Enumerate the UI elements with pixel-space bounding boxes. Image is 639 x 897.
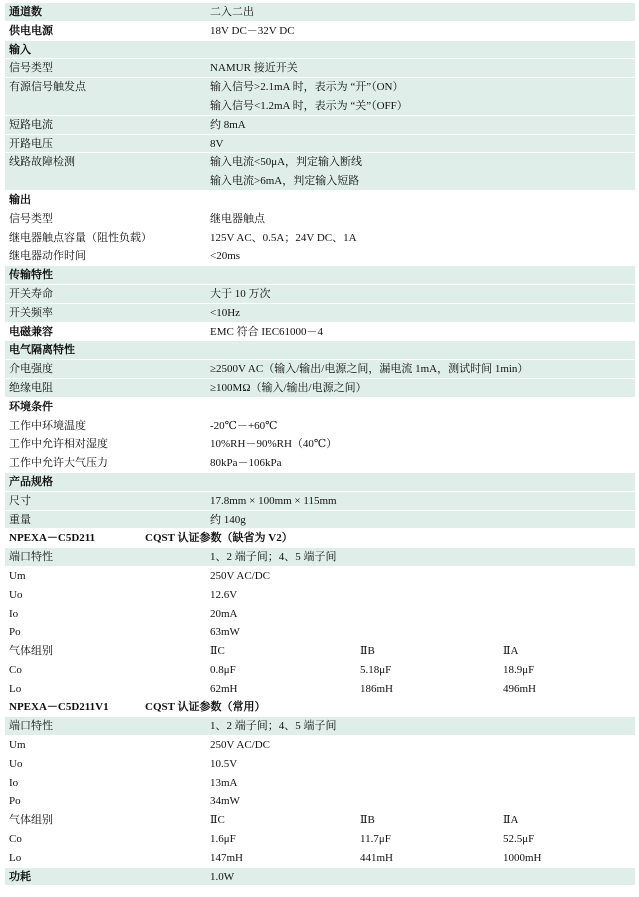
cert1-header	[5, 529, 635, 548]
row-emc	[5, 323, 635, 342]
cert2-header	[5, 698, 635, 717]
row-insulation	[5, 379, 635, 398]
cert2-co-iic: 1.6μF	[210, 833, 236, 846]
cert2-uo-value: 10.5V	[210, 757, 238, 770]
trigger-on: 输入信号>2.1mA 时，表示为 “开”（ON）	[210, 81, 404, 94]
cert2-lo-iia: 1000mH	[503, 851, 542, 864]
label-power-consumption: 功耗	[9, 870, 31, 883]
section-environment	[5, 398, 635, 417]
row-power-consumption	[5, 868, 635, 887]
cert1-gas-iia: ⅡA	[503, 645, 519, 658]
cert1-co-iib: 5.18μF	[360, 663, 392, 676]
row-trigger	[5, 78, 635, 116]
label-humidity: 工作中允许相对湿度	[9, 438, 108, 451]
cert2-uo-label: Uo	[9, 757, 23, 770]
row-weight	[5, 511, 635, 530]
cert2-io-value: 13mA	[210, 776, 238, 789]
label-relay-capacity: 继电器触点容量（阻性负载）	[9, 231, 152, 244]
section-spec	[5, 473, 635, 492]
row-switch-life	[5, 285, 635, 304]
cert2-port	[5, 717, 635, 736]
value-power-consumption: 1.0W	[210, 870, 235, 883]
cert2-co	[5, 830, 635, 849]
row-output-signal-type	[5, 210, 635, 229]
row-switch-freq	[5, 304, 635, 323]
value-insulation: ≥100MΩ（输入/输出/电源之间）	[210, 381, 367, 394]
cert2-um-value: 250V AC/DC	[210, 739, 271, 752]
row-short-current	[5, 116, 635, 135]
value-channels: 二入二出	[210, 6, 254, 18]
cert2-po-value: 34mW	[210, 795, 240, 808]
section-spec-title: 产品规格	[9, 475, 53, 488]
cert1-port-label: 端口特性	[9, 551, 53, 564]
cert2-title: CQST 认证参数（常用）	[145, 701, 266, 714]
label-input-signal-type: 信号类型	[9, 62, 53, 75]
row-pressure	[5, 454, 635, 473]
cert1-lo-iib: 186mH	[360, 682, 393, 695]
section-output-title: 输出	[9, 193, 31, 206]
value-dielectric: ≥2500V AC（输入/输出/电源之间，漏电流 1mA，测试时间 1min）	[210, 363, 529, 376]
cert2-lo-iib: 441mH	[360, 851, 393, 864]
label-temp: 工作中环境温度	[9, 419, 86, 432]
cert2-port-value: 1、2 端子间；4、5 端子间	[210, 720, 337, 733]
cert1-lo	[5, 680, 635, 699]
cert2-um	[5, 736, 635, 755]
value-humidity: 10%RH－90%RH（40℃）	[210, 438, 338, 451]
label-power-supply: 供电电源	[9, 24, 53, 37]
row-fault-detect	[5, 153, 635, 191]
value-output-signal-type: 继电器触点	[210, 212, 265, 225]
value-switch-life: 大于 10 万次	[210, 287, 271, 300]
section-input	[5, 41, 635, 60]
cert1-io-value: 20mA	[210, 607, 238, 620]
cert2-io-label: Io	[9, 776, 19, 789]
row-temp	[5, 417, 635, 436]
row-input-signal-type	[5, 59, 635, 78]
cert1-gas-iib: ⅡB	[360, 645, 375, 658]
value-emc: EMC 符合 IEC61000－4	[210, 325, 324, 338]
label-insulation: 绝缘电阻	[9, 381, 53, 394]
cert2-lo	[5, 849, 635, 868]
cert1-po-value: 63mW	[210, 626, 240, 639]
cert1-lo-iic: 62mH	[210, 682, 238, 695]
cert1-port-value: 1、2 端子间；4、5 端子间	[210, 551, 337, 564]
cert2-port-label: 端口特性	[9, 720, 53, 733]
cert2-gas-iia: ⅡA	[503, 814, 519, 827]
cert1-uo	[5, 586, 635, 605]
label-fault-detect: 线路故障检测	[9, 156, 75, 169]
row-size	[5, 492, 635, 511]
label-pressure: 工作中允许大气压力	[9, 457, 108, 470]
value-trigger	[210, 78, 408, 116]
value-temp: -20℃－+60℃	[210, 419, 278, 432]
cert1-co	[5, 661, 635, 680]
cert1-co-iia: 18.9μF	[503, 663, 535, 676]
cert1-gas-iic: ⅡC	[210, 645, 225, 658]
cert1-title: CQST 认证参数（缺省为 V2）	[145, 532, 293, 545]
cert2-gas-iic: ⅡC	[210, 814, 225, 827]
label-switch-life: 开关寿命	[9, 287, 53, 300]
cert1-io	[5, 605, 635, 624]
section-transfer	[5, 266, 635, 285]
cert1-po	[5, 623, 635, 642]
row-channels	[5, 3, 635, 22]
cert1-gas	[5, 642, 635, 661]
value-power-supply: 18V DC－32V DC	[210, 24, 295, 37]
section-transfer-title: 传输特性	[9, 269, 53, 282]
value-fault-detect	[210, 153, 362, 191]
cert1-po-label: Po	[9, 626, 21, 639]
cert1-lo-label: Lo	[9, 682, 22, 695]
cert1-co-label: Co	[9, 663, 22, 676]
cert2-io	[5, 774, 635, 793]
cert2-lo-iic: 147mH	[210, 851, 243, 864]
row-open-voltage	[5, 135, 635, 154]
cert2-po	[5, 792, 635, 811]
cert1-lo-iia: 496mH	[503, 682, 536, 695]
cert2-um-label: Um	[9, 739, 26, 752]
row-dielectric	[5, 360, 635, 379]
section-input-title: 输入	[9, 43, 31, 56]
value-weight: 约 140g	[210, 513, 246, 526]
row-relay-action-time	[5, 247, 635, 266]
cert2-po-label: Po	[9, 795, 21, 808]
cert1-uo-value: 12.6V	[210, 588, 238, 601]
section-isolation	[5, 341, 635, 360]
cert2-gas-label: 气体组别	[9, 814, 53, 827]
value-switch-freq: <10Hz	[210, 306, 241, 319]
label-trigger: 有源信号触发点	[9, 81, 86, 94]
cert1-model: NPEXA－C5D211	[9, 532, 96, 545]
label-dielectric: 介电强度	[9, 363, 53, 376]
fault-open: 输入电流<50μA，判定输入断线	[210, 156, 363, 169]
value-input-signal-type: NAMUR 接近开关	[210, 62, 298, 75]
cert2-co-iib: 11.7μF	[360, 833, 391, 846]
section-environment-title: 环境条件	[9, 400, 53, 413]
value-relay-action-time: <20ms	[210, 250, 241, 263]
cert1-um-label: Um	[9, 569, 26, 582]
cert1-io-label: Io	[9, 607, 19, 620]
label-open-voltage: 开路电压	[9, 137, 53, 150]
cert2-co-iia: 52.5μF	[503, 833, 535, 846]
label-switch-freq: 开关频率	[9, 306, 53, 319]
value-short-current: 约 8mA	[210, 118, 246, 131]
cert1-port	[5, 548, 635, 567]
label-weight: 重量	[9, 513, 31, 526]
spec-table	[5, 3, 635, 886]
row-relay-capacity	[5, 229, 635, 248]
cert1-um-value: 250V AC/DC	[210, 569, 271, 582]
cert2-gas	[5, 811, 635, 830]
cert2-gas-iib: ⅡB	[360, 814, 375, 827]
cert2-uo	[5, 755, 635, 774]
value-size: 17.8mm × 100mm × 115mm	[210, 494, 337, 507]
cert2-co-label: Co	[9, 833, 22, 846]
section-isolation-title: 电气隔离特性	[9, 344, 75, 357]
value-open-voltage: 8V	[210, 137, 224, 150]
cert2-model: NPEXA－C5D211V1	[9, 701, 109, 714]
label-channels: 通道数	[9, 6, 42, 18]
label-emc: 电磁兼容	[9, 325, 53, 338]
row-humidity	[5, 435, 635, 454]
trigger-off: 输入信号<1.2mA 时，表示为 “关”（OFF）	[210, 99, 408, 112]
label-size: 尺寸	[9, 494, 31, 507]
cert1-um	[5, 567, 635, 586]
label-short-current: 短路电流	[9, 118, 53, 131]
value-pressure: 80kPa－106kPa	[210, 457, 282, 470]
label-relay-action-time: 继电器动作时间	[9, 250, 86, 263]
label-output-signal-type: 信号类型	[9, 212, 53, 225]
row-power-supply	[5, 22, 635, 41]
cert2-lo-label: Lo	[9, 851, 22, 864]
cert1-co-iic: 0.8μF	[210, 663, 236, 676]
cert1-uo-label: Uo	[9, 588, 23, 601]
section-output	[5, 191, 635, 210]
cert1-gas-label: 气体组别	[9, 645, 53, 658]
value-relay-capacity: 125V AC、0.5A；24V DC、1A	[210, 231, 357, 244]
fault-short: 输入电流>6mA，判定输入短路	[210, 175, 360, 188]
